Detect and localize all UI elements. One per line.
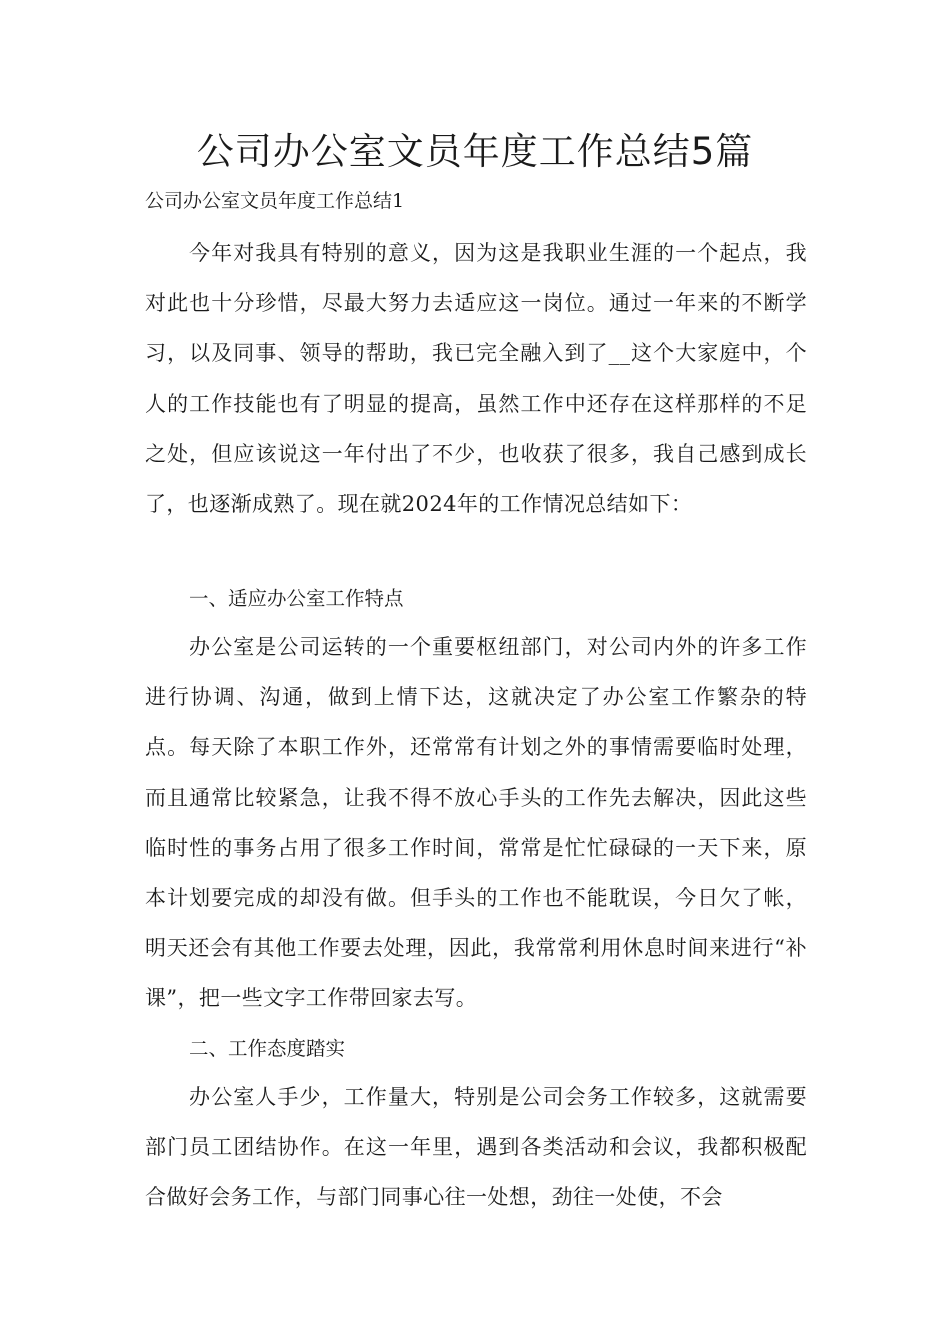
document-title: 公司办公室文员年度工作总结5篇 bbox=[196, 130, 754, 173]
section-subtitle: 公司办公室文员年度工作总结1 bbox=[145, 190, 405, 212]
section-heading-2: 二、工作态度踏实 bbox=[189, 1037, 346, 1060]
section-heading-1: 一、适应办公室工作特点 bbox=[189, 587, 404, 610]
paragraph-work-attitude: 办公室人手少，工作量大，特别是公司会务工作较多，这就需要部门员工团结协作。在这一年里，遇到各类活动和会议，我都积极配合做好会务工作，与部门同事心往一处想，劲往一处使，不会 bbox=[145, 1085, 807, 1210]
paragraph-intro: 今年对我具有特别的意义，因为这是我职业生涯的一个起点，我对此也十分珍惜，尽最大努力去适应这一岗位。通过一年来的不断学习，以及同事、领导的帮助，我已完全融入到了__这个大家庭中，个人的工作技能也有了明显的提高，虽然工作中还存在这样那样的不足之处，但应该说这一年付出了不少，也收获了很多，我自己感到成长了，也逐渐成熟了。现在就2024年的工作情况总结如下： bbox=[145, 241, 807, 517]
paragraph-office-features: 办公室是公司运转的一个重要枢纽部门，对公司内外的许多工作进行协调、沟通，做到上情下达，这就决定了办公室工作繁杂的特点。每天除了本职工作外，还常常有计划之外的事情需要临时处理，而且通常比较紧急，让我不得不放心手头的工作先去解决，因此这些临时性的事务占用了很多工作时间，常常是忙忙碌碌的一天下来，原本计划要完成的却没有做。但手头的工作也不能耽误，今日欠了帐，明天还会有其他工作要去处理，因此，我常常利用休息时间来进行“补课”，把一些文字工作带回家去写。 bbox=[145, 635, 807, 1011]
